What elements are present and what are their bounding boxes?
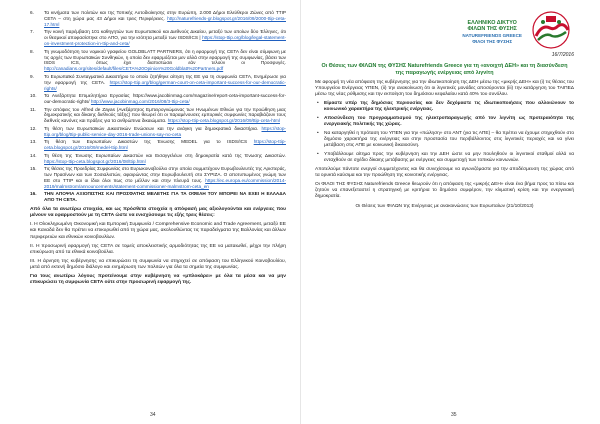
reference-item-number: 12. (30, 125, 37, 131)
page-number-left: 34 (150, 412, 156, 418)
reference-item-number: 8. (30, 48, 34, 54)
reference-item (30, 74, 286, 92)
reference-link[interactable]: https://stop-ttip.org/blog/ttip-public-service-day-2016-trade-unions-say-no-ceta (44, 125, 286, 137)
logo-line-1: ΕΛΛΗΝΙΚΟ ΔΙΚΤΥΟ (467, 20, 517, 26)
reference-item-text: Την κοινή παρέμβαση 101 καθηγητών των Ευρωπαϊκού και Διεθνούς Δικαίου, μεταξύ των οποίων δύο Έλληνες, ότι οι θεσμικοί αποφασίστηκε στο ΑΠΟ, για την ισότητα μεταξύ των ISDS/ICS | (44, 29, 286, 41)
conclusion-paragraph: I. Η Ολοκληρωμένη Οικονομική και Εμπορική Συμφωνία / Comprehensive Economic and Trade Agreement, μεταξύ ΕΕ και Καναδά δεν θα πρέπει να επικυρωθεί από τη χώρα μας, ακολουθώντας τις παραδείγματα της Βαλλονίας και άλλων περιφερειών και εθνικών κοινοβουλίων. (30, 222, 286, 240)
reference-link[interactable]: https://ec.europa.eu/commission/2014-2019/malmstrom/announcements/statement-commissioner-malmstrom-ceta_en (44, 177, 287, 189)
reference-item-number: 7. (30, 29, 34, 35)
document-title: Οι Θέσεις των ΦΙΛΩΝ της ΦΥΣΗΣ Naturefriends Greece για τη «ανοιχτή ΔΕΗ» και τη διασύνδεση της παραγωγής ενέργειας από λιγνίτη (321, 63, 568, 76)
logo-line-3: NATUREFRIENDS GREECE (462, 32, 522, 38)
reference-link[interactable]: http://canadians.org/sites/default/files/CETA%20Opinion%20Goldblatt%20Partners.pdf (44, 66, 224, 72)
reference-item (30, 139, 286, 151)
position-bullet: • Αποσύνδεση του προγραμματισμού της ηλεκτροπαραγωγής από τον λιγνίτη ως προτεραιότητα της ενεργειακής πολιτικής της χώρας. (315, 116, 574, 128)
logo-line-4: ΦΙΛΟΙ ΤΗΣ ΦΥΣΗΣ (472, 39, 513, 45)
conclusion-block (30, 207, 286, 286)
reference-item-number: 16. (30, 191, 37, 197)
reference-link[interactable]: https://stop-ttip-ceta.blogspot.gr/2016/09/medel-ttip.html (44, 139, 286, 151)
page-number-right: 35 (451, 412, 457, 418)
reference-item-number: 13. (30, 139, 37, 145)
reference-item (30, 126, 286, 138)
body-paragraph: Αποτελούμε πάντοτε ενεργοί συμμετέχοντες και θα συνεχίσουμε να αγωνιζόμαστε για την αποδέσμευση της χώρας από τα ορυκτά καύσιμα και την προώθηση της κοινοτικής ενέργειας. (315, 167, 574, 179)
reference-item-text: Την απόψεις του Alfred de Zayas (Ανεξάρτητος Εμπειρογνώμονας των Ηνωμένων Εθνών για την προώθηση μιας δημοκρατικής και δίκαιης διεθνούς τάξης) που θεωρεί ότι οι παραμένουσες εμπορικές συμφωνίες παραβιάζουν τους διεθνείς κανόνες και πράξεις για τα ανθρώπινα δικαιώματα. (44, 106, 286, 124)
body-paragraph: Με αφορμή τη νέα απόφαση της κυβέρνησης για την ιδιωτικοποίηση της ΔΕΗ μέσω της «μικρής ΔΕΗ» και (i) τις θέσεις του Υπουργείου Ενέργειας ΥΠΕΝ, (ii) την ανακοίνωση ότι οι λιγνιτικές μονάδες αποσύρονται (iii) την κατάργηση του ΤΑΙΠΕΔ μέσω της νέας ρύθμισης και την εκποίηση του δημόσιου κεφαλαίου κατά 40% του συνόλου. (315, 80, 574, 98)
reference-item-text: Τις θέσεις της Προεδρίας Συμφωνίας στο Ευρωκοινοβούλιο στην οποία συμμετέχουν Ευρωβουλευτές της Αριστεράς, των Πρασίνων και των Σοσιαλιστών, αφαιρώντας στην Ευρωβουλευτή στο ΣΥΡΙΖΑ. Ο αποτυπωμένος γνώμη των ΕΕ στο TTIP και οι ίδιοι όλοι πως στο μέλλον και στην πλευρά τους. (44, 166, 286, 183)
reference-item-text: Τη θέση της Ένωσης Ευρωπαίων Δικαστών και Εισαγγελέων στη δημοκρατία κατά της Ένωσης Δικαστών. (44, 152, 286, 158)
reference-item (30, 153, 286, 165)
conclusion-paragraph: Από όλα τα ανωτέρω στοιχεία, και ως πρόσθετα στοιχεία η απόφασή μας αξιολογούνται και ενέργειες που μένουν να εφαρμοστούν με τη CETA ώστε να ενισχύσουμε τις εξής τρεις θέσεις: (30, 207, 286, 219)
reference-item-number: 9. (30, 73, 34, 79)
reference-item (30, 29, 286, 47)
logo-line-2: ΦΙΛΩΝ ΤΗΣ ΦΥΣΗΣ (467, 26, 517, 33)
document-body (315, 80, 574, 200)
reference-link[interactable]: http://naturefriends-gr.blogspot.gr/2016/09/2000-ttip-ceta-17.html (44, 15, 286, 27)
body-paragraph: Οι ΦΙΛΟΙ ΤΗΣ ΦΥΣΗΣ Naturefriends Greece θεωρούν ότι η απόφαση της «μικρής ΔΕΗ» είναι ένα βήμα προς τα πίσω και ζητούν να επανεξεταστεί η στρατηγική με κριτήρια το δημόσιο συμφέρον, την κλιματική κρίση και την ενεργειακή δημοκρατία. (315, 182, 574, 200)
reference-item-text: Τα κινήματα των πολιτών και της Τοπικής Αυτοδιοίκησης στην Ευρώπη, 2.000 Δήμοι Ελεύθεροι Ζώνες από TTIP CETA – στη χώρα μας 43 Δήμοι και τρεις Περιφέρειες. (44, 10, 286, 21)
reference-item (30, 107, 286, 125)
position-bullet: • Να καταργηθεί η πρόταση του ΥΠΕΝ για την «πώληση» στο ΑΝΤ (για τις ΑΠΕ) – θα πρέπει να έχουμε στηριχθούν στο δημόσιο χαρακτήρα της ενέργειας και στην προστασία του περιβάλλοντος στις λιγνιτικές περιοχές και να γίνει μετάβαση στις ΑΠΕ με κοινωνική δικαιοσύνη. (315, 131, 574, 149)
reference-item-text: Τη θέση των Ευρωπαίων Δικαστών της Ένωσης MEDEL για το ISDS/ICS (44, 139, 248, 145)
reference-item-number: 14. (30, 152, 37, 158)
reference-list (30, 10, 286, 203)
reference-item-text: ΤΗΝ ΑΠΟΨΙΑ ΑΞΙΟΠΙΣΤΗΣ ΚΑΙ ΠΡΟΣΦΑΤΗΣ ΜΕΛΕΤΗΣ ΓΙΑ ΤΑ ΟΦΕΛΗ ΤΟΥ ΜΠΟΡΕΙ ΝΑ ΕΧΕΙ Η ΕΛΛΑΔΑ ΑΠΟ ΤΗ CETA. (44, 191, 286, 203)
reference-item-number: 6. (30, 10, 34, 15)
reference-item (30, 166, 286, 190)
conclusion-paragraph: II. Η προσωρινή εφαρμογή της CETA σε τομείς αποκλειστικής αρμοδιότητας της ΕΕ να ματαιωθεί, μέχρι την πλήρη επικύρωση από τα εθνικά κοινοβούλια. (30, 243, 286, 255)
reference-item-text: Το Ευρωπαϊκό Συνταγματικό Δικαστήριο το οποίο ζητήθηκε αίτηση της ΕΕ για τη συμφωνία CETA, Ενημέρωσε για την εφαρμογή της CETA. (44, 73, 286, 85)
reference-item (30, 49, 286, 73)
reference-link[interactable]: https://stop-ttip.org/blog/legal-statement-on-investment-protection-in-ttip-and-ceta/ (44, 35, 286, 47)
reference-item (30, 10, 286, 28)
conclusion-paragraph: III. Η άρνηση της κυβέρνησης να επικυρώσει τη συμφωνία να στηριχτεί σε απόφαση του Ελληνικού Κοινοβουλίου, μετά από εκτενή δημόσιο διάλογο και ενημέρωση των πολιτών για όλα τα σημεία της συμφωνίας. (30, 258, 286, 270)
logo-wordmark (462, 20, 522, 46)
reference-item (30, 191, 286, 203)
conclusion-paragraph: Για τους ανωτέρω λόγους προτείνουμε στην κυβέρνηση να «μπλοκάρει» με όλα τα μέσα και να μην επικυρώσει τη συμφωνία CETA ούτε στην προσωρινή εφαρμογή της. (30, 273, 286, 286)
right-page (300, 0, 600, 424)
reference-item (30, 93, 286, 105)
reference-item-text: Τη θέση των Ευρωπαϊκών Δικαστικών Ενώσεων και την ανάγκη για δημοκρατικά δικαστήρια. (44, 125, 259, 131)
reference-link[interactable]: https://stop-ttip.org/blog/german-court-on-ceta-important-success-for-our-democratic-rights/ (44, 79, 286, 91)
reference-link[interactable]: https://stop-ttip-ceta.blogspot.gr/2016/08/ttip.html (44, 158, 146, 164)
reference-link[interactable]: https://stop-ttip-ceta.blogspot.gr/2016/09/ttip-ceta-html (167, 118, 280, 124)
position-bullet: • Είμαστε υπέρ της δημόσιας περιουσίας και δεν δεχόμαστε τις ιδιωτικοποιήσεις που αλλοιώνουν το κοινωνικό χαρακτήρα της ηλεκτρικής ενέργειας. (315, 101, 574, 113)
document-footer-line: Οι Θέσεις των ΦΙΛΩΝ της Ενέργειας με ανακοινώσεις των Ευρωπαίων (21/10/2013) (355, 204, 534, 210)
reference-link[interactable]: http://www.jacobinmag.com/2016/08/3-ttip-ceta/ (90, 99, 190, 105)
document-date: 16/7/2016 (551, 52, 574, 58)
organization-logo (315, 10, 574, 50)
position-bullet: • Υποβάλλουμε αίτημα προς την κυβέρνηση και την ΔΕΗ ώστε να μην πουληθούν οι λιγνιτικοί σταθμοί αλλά να ενταχθούν σε σχέδιο δίκαιης μετάβασης με ενέργειες και συμμετοχή των τοπικών κοινωνιών. (315, 152, 574, 164)
reference-item-text: Τη γνωμοδότηση του νομικού γραφείου GOLDBLATT PARTNERS, ότι η εφαρμογή της CETA δεν είναι σύμφωνη με τις αρχές των Ευρωπαϊκών Συνθηκών, η οποία δεν εφαρμόζεται μεν αλλά στην εφαρμογή της συμφωνίας, βάσει των ISDS ICS, όπως έχει διαπιστώσει εάν τελούν οι Προσφυγές. (44, 48, 286, 66)
reference-item-number: 15. (30, 166, 37, 172)
reference-item-text: Τα Ανεξάρτητα Επιμελητήρια Εργασίας https://www.jacobinmag.com/magazine/report-ceta-important-success-for-our-democratic-rights/ (44, 93, 286, 105)
reference-item-number: 11. (30, 106, 37, 112)
naturefriends-hands-logo-icon (528, 10, 574, 50)
reference-item-number: 10. (30, 93, 37, 99)
